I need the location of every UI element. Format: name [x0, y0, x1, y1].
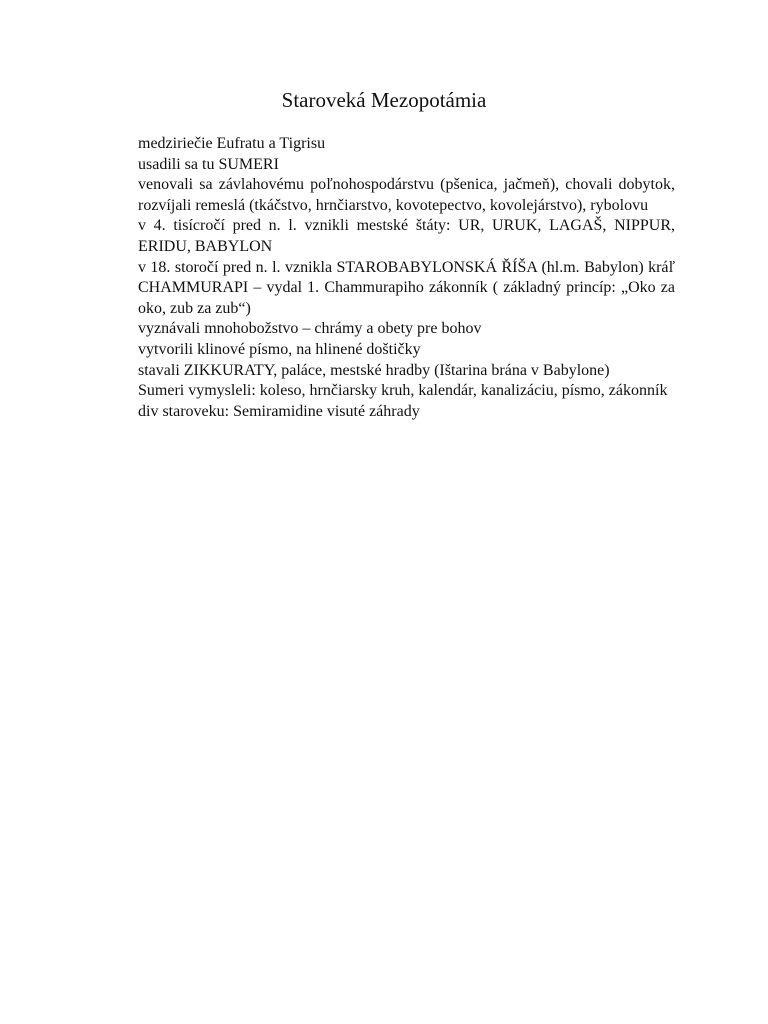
paragraph-wonder: div staroveku: Semiramidine visuté záhrady: [138, 402, 420, 420]
page-title: Staroveká Mezopotámia: [281, 88, 487, 112]
paragraph-city-states: v 4. tisícročí pred n. l. vznikli mestské štáty: UR, URUK, LAGAŠ, NIPPUR, ERIDU, BABYLON: [138, 217, 675, 255]
paragraph-sumerians: usadili sa tu SUMERI: [138, 155, 279, 173]
paragraph-old-babylonian-empire: v 18. storočí pred n. l. vznikla STAROBABYLONSKÁ ŘÍŠA (hl.m. Babylon) kráľ CHAMMURAPI – vydal 1. Chammurapiho zákonník ( základný princíp: „Oko za oko, zub za zub“): [138, 258, 675, 317]
document-body: [138, 134, 675, 422]
paragraph-agriculture: venovali sa závlahovému poľnohospodárstvu (pšenica, jačmeň), chovali dobytok, rozvíjali remeslá (tkáčstvo, hrnčiarstvo, kovotepectvo, kovolejárstvo), rybolovu: [138, 176, 675, 214]
paragraph-mesopotamia-location: medziriečie Eufratu a Tigrisu: [138, 135, 326, 152]
paragraph-ziggurats: stavali ZIKKURATY, paláce, mestské hradby (Ištarina brána v Babylone): [138, 361, 610, 379]
paragraph-religion: vyznávali mnohobožstvo – chrámy a obety pre bohov: [138, 320, 482, 338]
paragraph-cuneiform: vytvorili klinové písmo, na hlinené doštičky: [138, 340, 421, 358]
paragraph-inventions: Sumeri vymysleli: koleso, hrnčiarsky kruh, kalendár, kanalizáciu, písmo, zákonník: [138, 382, 668, 400]
